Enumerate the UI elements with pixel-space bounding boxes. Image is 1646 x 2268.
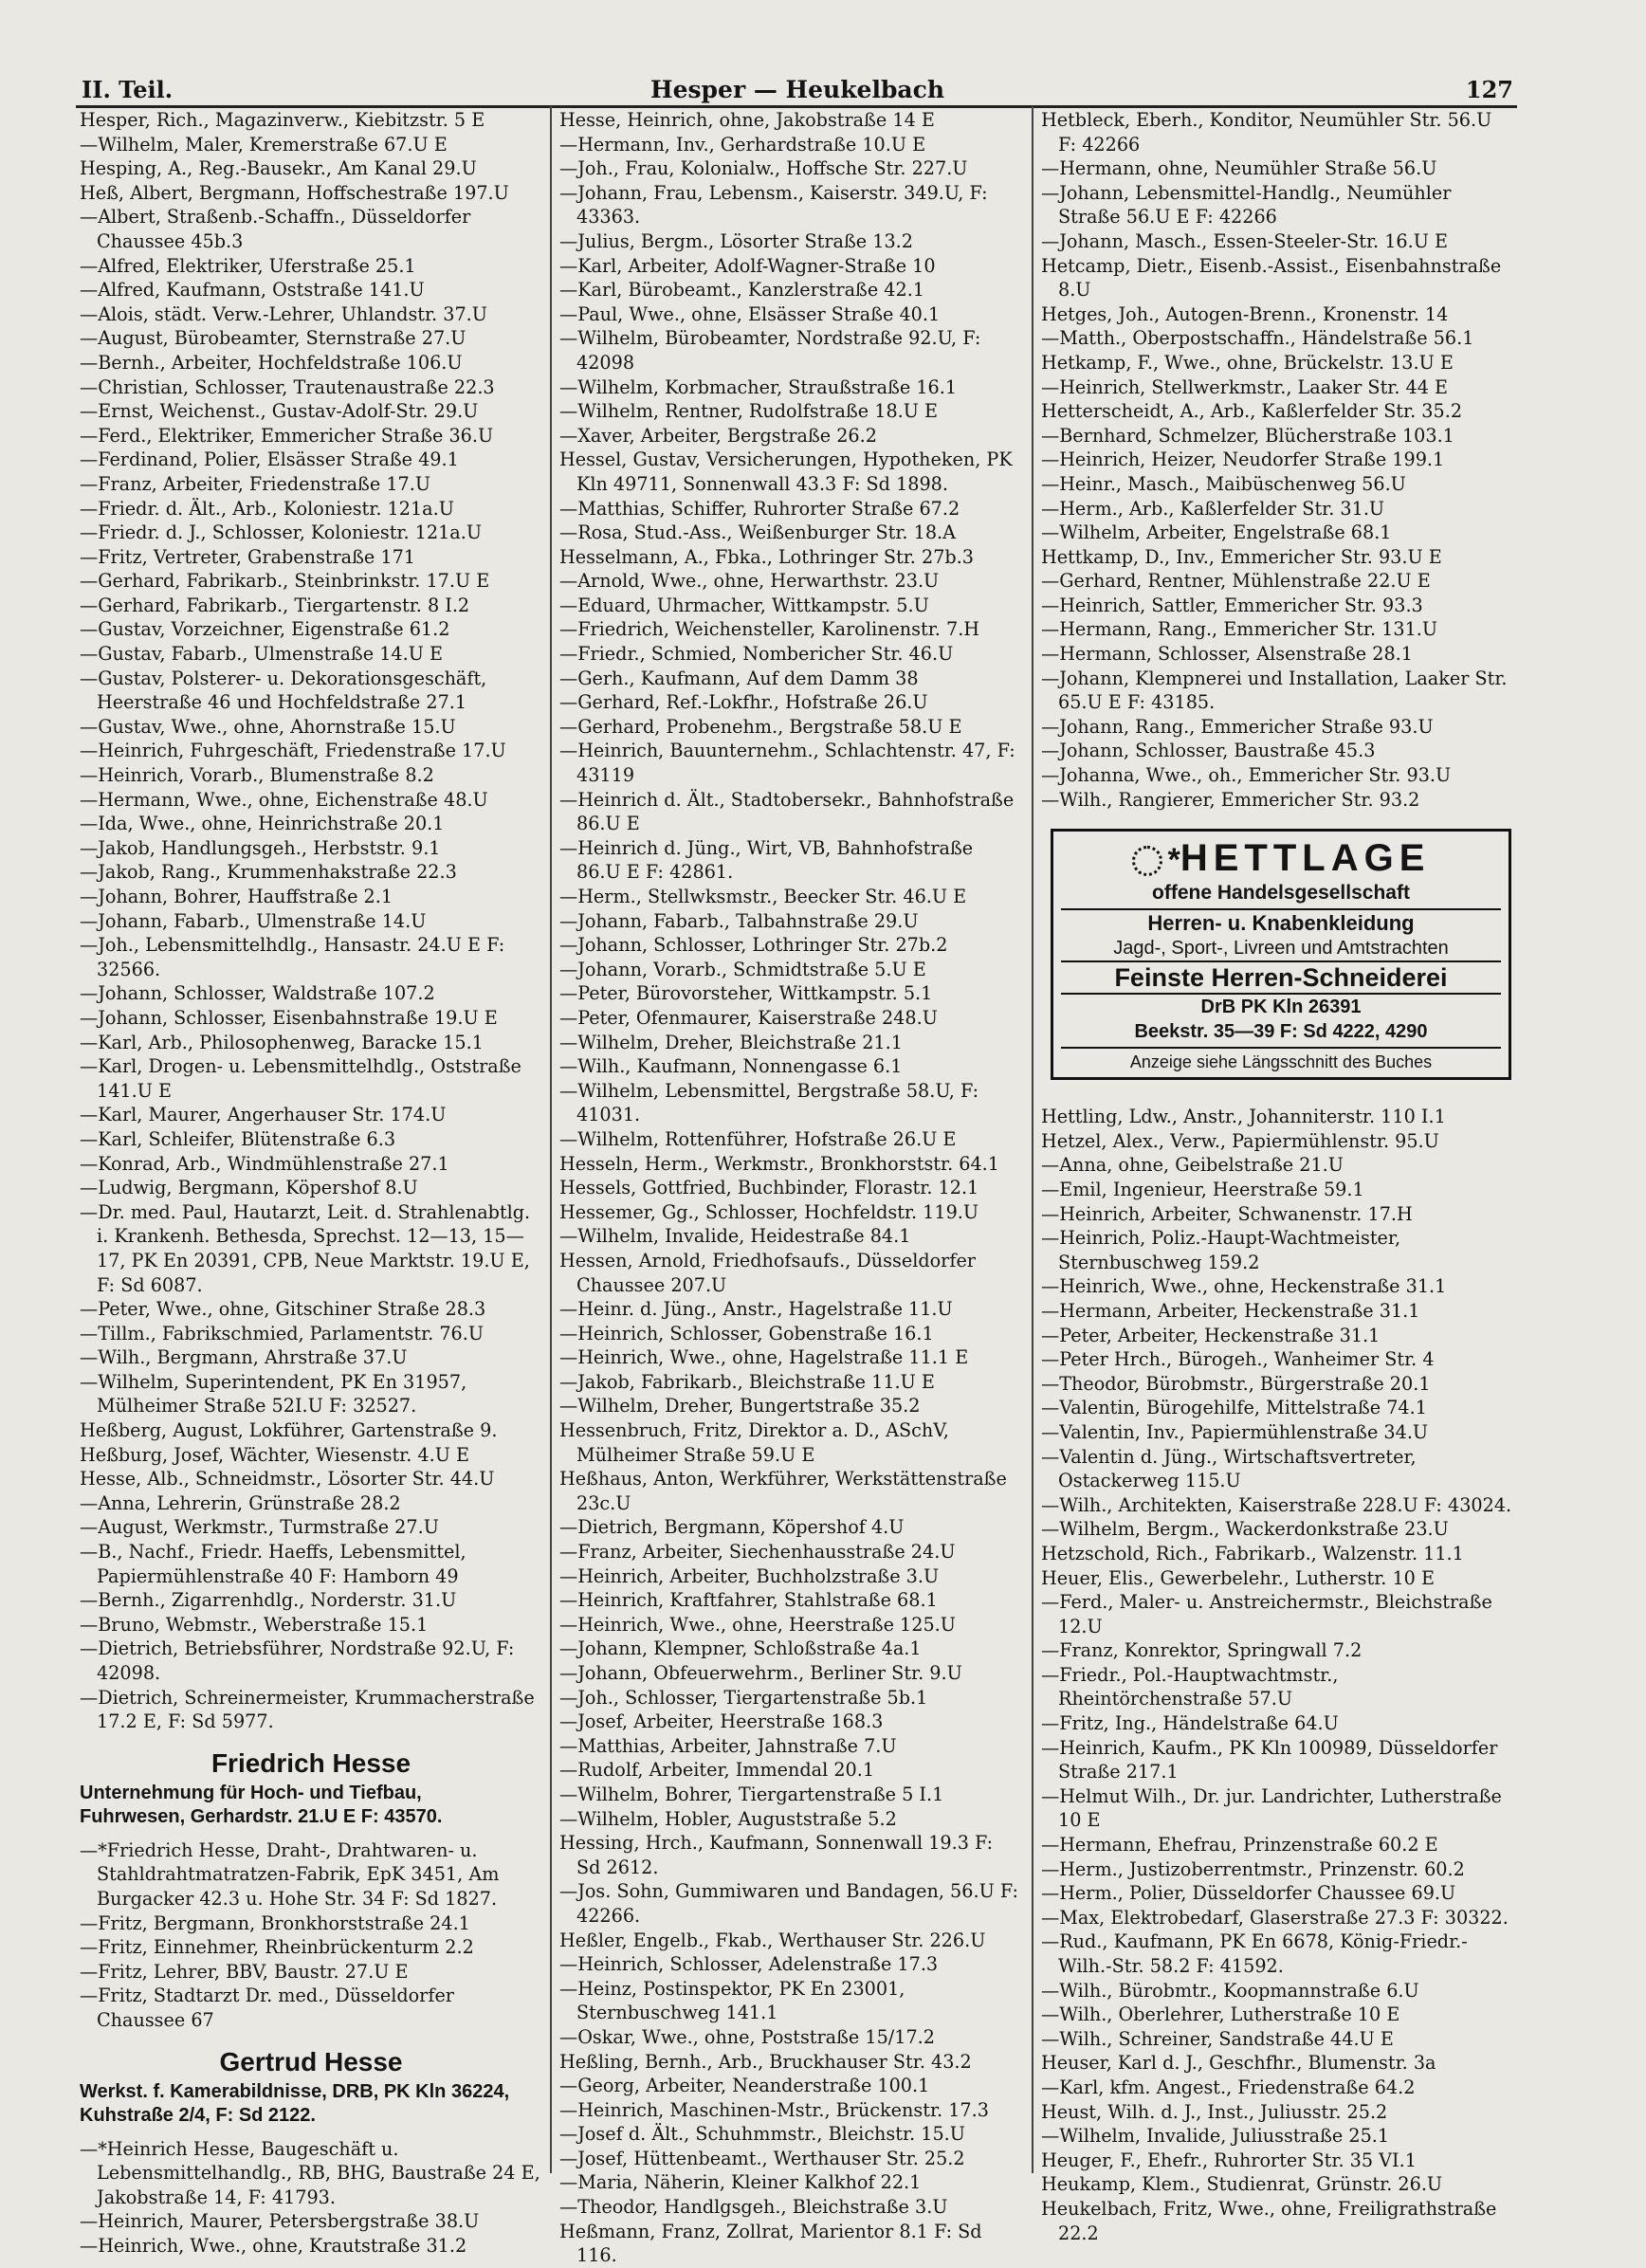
column-3 xyxy=(1041,108,1515,2244)
directory-entry: —August, Werkmstr., Turmstraße 27.U xyxy=(80,1516,439,1539)
directory-entry: Hetzel, Alex., Verw., Papiermühlenstr. 95.U xyxy=(1041,1129,1439,1152)
directory-entry: —Konrad, Arb., Windmühlenstraße 27.1 xyxy=(80,1152,449,1175)
directory-entry: —Wilhelm, Invalide, Heidestraße 84.1 xyxy=(559,1225,911,1248)
directory-entry: Hesse, Alb., Schneidmstr., Lösorter Str. 44.U xyxy=(80,1468,495,1491)
directory-entry: —Bernh., Zigarrenhdlg., Norderstr. 31.U xyxy=(80,1589,457,1612)
directory-entry: —Jakob, Fabrikarb., Bleichstraße 11.U E xyxy=(559,1370,935,1393)
directory-entry: —Wilh., Schreiner, Sandstraße 44.U E xyxy=(1041,2027,1394,2050)
directory-entry: —Friedr. d. J., Schlosser, Koloniestr. 121a.U xyxy=(80,521,482,544)
directory-entry: —Fritz, Bergmann, Bronkhorststraße 24.1 xyxy=(80,1911,470,1934)
directory-entry: —Franz, Arbeiter, Friedenstraße 17.U xyxy=(80,472,431,495)
directory-entry: —Heinrich, Bauunternehm., Schlachtenstr. 47, F: 43119 xyxy=(559,740,1015,787)
advert-line: Jagd-, Sport-, Livreen und Amtstrachten xyxy=(1113,938,1449,960)
entry-list xyxy=(80,1838,542,2033)
directory-entry: —Gerh., Kaufmann, Auf dem Damm 38 xyxy=(559,667,919,689)
advert-brand: *HETTLAGE xyxy=(1061,837,1501,881)
directory-entry: —Wilh., Bergmann, Ahrstraße 37.U xyxy=(80,1346,408,1369)
directory-entry: —Paul, Wwe., ohne, Elsässer Straße 40.1 xyxy=(559,302,941,325)
directory-entry: —Dietrich, Schreinermeister, Krummacherstraße 17.2 E, F: Sd 5977. xyxy=(80,1686,535,1733)
directory-entry: Hessel, Gustav, Versicherungen, Hypotheken, PK Kln 49711, Sonnenwall 43.3 F: Sd 1898. xyxy=(559,448,1013,495)
directory-entry: Hessemer, Gg., Schlosser, Hochfeldstr. 119.U xyxy=(559,1200,979,1223)
directory-entry: Hettkamp, D., Inv., Emmericher Str. 93.U E xyxy=(1041,545,1442,568)
entry-list xyxy=(80,108,542,1734)
directory-entry: —Heinrich, Stellwerkmstr., Laaker Str. 44 E xyxy=(1041,375,1449,398)
directory-entry: —Karl, Arb., Philosophenweg, Baracke 15.1 xyxy=(80,1031,484,1053)
directory-entry: —August, Bürobeamter, Sternstraße 27.U xyxy=(80,327,466,350)
directory-entry: —Xaver, Arbeiter, Bergstraße 26.2 xyxy=(559,424,877,447)
directory-entry: Heuer, Elis., Gewerbelehr., Lutherstr. 10 E xyxy=(1041,1566,1436,1589)
directory-entry: —Gerhard, Rentner, Mühlenstraße 22.U E xyxy=(1041,570,1431,593)
directory-entry: —Josef d. Ält., Schuhmmstr., Bleichstr. 15.U xyxy=(559,2123,965,2146)
directory-entry: —Herm., Arb., Kaßlerfelder Str. 31.U xyxy=(1041,497,1385,520)
directory-entry: Hettling, Ldw., Anstr., Johanniterstr. 110 I.1 xyxy=(1041,1106,1446,1128)
directory-entry: —Jakob, Rang., Krummenhakstraße 22.3 xyxy=(80,861,457,884)
directory-entry: —Heinrich, Poliz.-Haupt-Wachtmeister, Sternbuschweg 159.2 xyxy=(1041,1227,1401,1273)
directory-entry: Hesse, Heinrich, ohne, Jakobstraße 14 E xyxy=(559,109,935,131)
directory-entry: —Wilhelm, Rentner, Rudolfstraße 18.U E xyxy=(559,400,939,423)
directory-entry: —Valentin, Inv., Papiermühlenstraße 34.U xyxy=(1041,1420,1429,1443)
directory-entry: —Anna, ohne, Geibelstraße 21.U xyxy=(1041,1154,1344,1177)
directory-entry: Hetkamp, F., Wwe., ohne, Brückelstr. 13.U E xyxy=(1041,351,1454,374)
directory-entry: —Johann, Schlosser, Waldstraße 107.2 xyxy=(80,982,435,1005)
directory-entry: —Valentin d. Jüng., Wirtschaftsvertreter, Ostackerweg 115.U xyxy=(1041,1445,1417,1492)
directory-entry: —Heinrich, Schlosser, Gobenstraße 16.1 xyxy=(559,1322,934,1344)
directory-entry: —Wilhelm, Lebensmittel, Bergstraße 58.U, F: 41031. xyxy=(559,1079,979,1126)
directory-entry: —Johann, Schlosser, Lothringer Str. 27b.2 xyxy=(559,934,948,957)
directory-entry: —Tillm., Fabrikschmied, Parlamentstr. 76.U xyxy=(80,1322,485,1344)
directory-entry: —Wilhelm, Invalide, Juliusstraße 25.1 xyxy=(1041,2125,1390,2148)
directory-entry: Hetterscheidt, A., Arb., Kaßlerfelder Str. 35.2 xyxy=(1041,400,1463,423)
directory-entry: Hetzschold, Rich., Fabrikarb., Walzenstr. 11.1 xyxy=(1041,1542,1464,1564)
directory-entry: —Dietrich, Bergmann, Köpershof 4.U xyxy=(559,1516,905,1539)
section-label: II. Teil. xyxy=(82,76,174,103)
directory-entry: —Gustav, Fabarb., Ulmenstraße 14.U E xyxy=(80,643,443,666)
directory-entry: —Hermann, Rang., Emmericher Str. 131.U xyxy=(1041,618,1438,641)
entry-list xyxy=(80,2137,542,2259)
directory-entry: —Johann, Fabarb., Ulmenstraße 14.U xyxy=(80,909,427,932)
directory-entry: —Friedr. d. Ält., Arb., Koloniestr. 121a.U xyxy=(80,497,454,520)
directory-entry: —Hermann, Arbeiter, Heckenstraße 31.1 xyxy=(1041,1299,1420,1322)
directory-entry: —Wilhelm, Dreher, Bungertstraße 35.2 xyxy=(559,1395,921,1418)
directory-entry: —Gustav, Polsterer- u. Dekorationsgeschäft, Heerstraße 46 und Hochfeldstraße 27.1 xyxy=(80,667,487,714)
advert-title: Gertrud Hesse xyxy=(219,2046,403,2076)
directory-entry: —Matth., Oberpostschaffn., Händelstraße 56.1 xyxy=(1041,327,1474,350)
directory-entry: —Theodor, Bürobmstr., Bürgerstraße 20.1 xyxy=(1041,1372,1431,1395)
directory-entry: —Ferd., Elektriker, Emmericher Straße 36.U xyxy=(80,424,494,447)
directory-entry: Hesping, A., Reg.-Bausekr., Am Kanal 29.U xyxy=(80,157,477,180)
directory-entry: —Bernh., Arbeiter, Hochfeldstraße 106.U xyxy=(80,351,463,374)
directory-entry: —Karl, Arbeiter, Adolf-Wagner-Straße 10 xyxy=(559,254,936,277)
directory-entry: —Karl, Bürobeamt., Kanzlerstraße 42.1 xyxy=(559,279,924,302)
directory-entry: —Alfred, Kaufmann, Oststraße 141.U xyxy=(80,279,425,302)
advert-line: offene Handelsgesellschaft xyxy=(1061,881,1501,910)
directory-entry: —Matthias, Schiffer, Ruhrorter Straße 67.2 xyxy=(559,497,960,520)
directory-entry: Heßler, Engelb., Fkab., Werthauser Str. 226.U xyxy=(559,1929,986,1951)
directory-entry: —Heinrich, Wwe., ohne, Heckenstraße 31.1 xyxy=(1041,1275,1447,1298)
directory-entry: —Wilh., Oberlehrer, Lutherstraße 10 E xyxy=(1041,2003,1400,2026)
directory-entry: —Helmut Wilh., Dr. jur. Landrichter, Lutherstraße 10 E xyxy=(1041,1784,1502,1832)
page-title: Hesper — Heukelbach xyxy=(649,76,945,103)
directory-entry: —Arnold, Wwe., ohne, Herwarthstr. 23.U xyxy=(559,570,940,593)
directory-entry: —Joh., Frau, Kolonialw., Hoffsche Str. 227.U xyxy=(559,157,968,180)
directory-entry: —Heinrich d. Jüng., Wirt, VB, Bahnhofstraße 86.U E F: 42861. xyxy=(559,836,974,884)
directory-entry: —Wilhelm, Korbmacher, Straußstraße 16.1 xyxy=(559,375,958,398)
directory-entry: Heß, Albert, Bergmann, Hoffschestraße 197.U xyxy=(80,181,509,204)
directory-entry: —Oskar, Wwe., ohne, Poststraße 15/17.2 xyxy=(559,2025,935,2048)
directory-entry: —Johann, Obfeuerwehrm., Berliner Str. 9.U xyxy=(559,1662,962,1684)
directory-entry: —Heinr., Masch., Maibüschenweg 56.U xyxy=(1041,472,1406,495)
directory-entry: —Gerhard, Fabrikarb., Tiergartenstr. 8 I.2 xyxy=(80,594,470,616)
directory-entry: —Max, Elektrobedarf, Glaserstraße 27.3 F: 30322. xyxy=(1041,1906,1509,1929)
directory-entry: —Hermann, ohne, Neumühler Straße 56.U xyxy=(1041,157,1437,180)
directory-entry: —Johann, Klempnerei und Installation, Laaker Str. 65.U E F: 43185. xyxy=(1041,667,1508,714)
directory-entry: —Hermann, Ehefrau, Prinzenstraße 60.2 E xyxy=(1041,1834,1438,1856)
directory-entry: —Franz, Konrektor, Springwall 7.2 xyxy=(1041,1639,1363,1662)
directory-entry: —Ferd., Maler- u. Anstreichermstr., Bleichstraße 12.U xyxy=(1041,1591,1492,1637)
advert-line: Fuhrwesen, Gerhardstr. 21.U E F: 43570. xyxy=(80,1805,443,1827)
advert-line: Feinste Herren-Schneiderei xyxy=(1061,960,1501,995)
directory-entry: —Josef, Hüttenbeamt., Werthauser Str. 25.2 xyxy=(559,2147,965,2169)
directory-entry: —Rosa, Stud.-Ass., Weißenburger Str. 18.A xyxy=(559,521,956,544)
directory-entry: —Heinrich, Schlosser, Adelenstraße 17.3 xyxy=(559,1953,939,1976)
directory-entry: Hessen, Arnold, Friedhofsaufs., Düsseldorfer Chaussee 207.U xyxy=(559,1249,976,1296)
directory-entry: —Gerhard, Probenehm., Bergstraße 58.U E xyxy=(559,715,962,738)
directory-entry: —Johann, Schlosser, Baustraße 45.3 xyxy=(1041,740,1376,762)
directory-entry: —Johann, Klempner, Schloßstraße 4a.1 xyxy=(559,1637,922,1660)
directory-entry: —Alfred, Elektriker, Uferstraße 25.1 xyxy=(80,254,416,277)
directory-entry: —Peter, Arbeiter, Heckenstraße 31.1 xyxy=(1041,1324,1381,1346)
directory-entry: —Peter Hrch., Bürogeh., Wanheimer Str. 4 xyxy=(1041,1348,1435,1371)
advert-line: Herren- u. Knabenkleidung xyxy=(1147,911,1415,936)
directory-entry: Hessenbruch, Fritz, Direktor a. D., ASchV, Mülheimer Straße 59.U E xyxy=(559,1419,949,1466)
directory-entry: —Wilh., Rangierer, Emmericher Str. 93.2 xyxy=(1041,788,1420,811)
directory-entry: —Bruno, Webmstr., Weberstraße 15.1 xyxy=(80,1613,429,1636)
directory-entry: —Wilhelm, Bergm., Wackerdonkstraße 23.U xyxy=(1041,1518,1449,1541)
directory-entry: Heukamp, Klem., Studienrat, Grünstr. 26.U xyxy=(1041,2173,1443,2196)
advert-line: Werkst. f. Kamerabildnisse, DRB, PK Kln 36224, Kuhstraße 2/4, F: Sd 2122. xyxy=(80,2080,510,2126)
column-divider xyxy=(1032,106,1033,2173)
directory-entry: Heßberg, August, Lokführer, Gartenstraße 9. xyxy=(80,1419,498,1442)
column-2 xyxy=(559,108,1022,2267)
directory-entry: —Fritz, Vertreter, Grabenstraße 171 xyxy=(80,545,416,568)
directory-entry: —Heinrich, Wwe., ohne, Heerstraße 125.U xyxy=(559,1613,956,1636)
directory-entry: —Johann, Vorarb., Schmidtstraße 5.U E xyxy=(559,958,926,980)
directory-entry: —Heinrich, Sattler, Emmericher Str. 93.3 xyxy=(1041,594,1423,616)
column-1 xyxy=(80,108,542,2257)
directory-entry: Hetges, Joh., Autogen-Brenn., Kronenstr. 14 xyxy=(1041,302,1449,325)
directory-entry: —Gerhard, Fabrikarb., Steinbrinkstr. 17.U E xyxy=(80,570,490,593)
directory-entry: —Bernhard, Schmelzer, Blücherstraße 103.1 xyxy=(1041,424,1454,447)
directory-entry: —Alois, städt. Verw.-Lehrer, Uhlandstr. 37.U xyxy=(80,302,487,325)
directory-entry: Heßmann, Franz, Zollrat, Marientor 8.1 F: Sd 116. xyxy=(559,2220,982,2267)
directory-entry: —Heinrich, Maurer, Petersbergstraße 38.U xyxy=(80,2210,480,2233)
directory-entry: —Heinrich, Fuhrgeschäft, Friedenstraße 17.U xyxy=(80,740,506,762)
directory-entry: —Wilh., Architekten, Kaiserstraße 228.U F: 43024. xyxy=(1041,1493,1512,1516)
entry-list xyxy=(1041,108,1515,812)
directory-entry: Heßburg, Josef, Wächter, Wiesenstr. 4.U E xyxy=(80,1443,470,1466)
directory-entry: Hessing, Hrch., Kaufmann, Sonnenwall 19.3 F: Sd 2612. xyxy=(559,1832,994,1878)
entry-list xyxy=(1041,1105,1515,2245)
directory-entry: —Wilhelm, Maler, Kremerstraße 67.U E xyxy=(80,133,448,155)
directory-entry: —Ludwig, Bergmann, Köpershof 8.U xyxy=(80,1177,418,1199)
directory-entry: —Wilh., Kaufmann, Nonnengasse 6.1 xyxy=(559,1055,903,1078)
directory-entry: —Karl, Schleifer, Blütenstraße 6.3 xyxy=(80,1127,396,1150)
directory-entry: Heuser, Karl d. J., Geschfhr., Blumenstr. 3a xyxy=(1041,2052,1436,2075)
directory-entry: —Heinr. d. Jüng., Anstr., Hagelstraße 11.U xyxy=(559,1298,953,1321)
directory-entry: —B., Nachf., Friedr. Haeffs, Lebensmittel, Papiermühlenstraße 40 F: Hamborn 49 xyxy=(80,1541,466,1587)
directory-entry: —Ernst, Weichenst., Gustav-Adolf-Str. 29.U xyxy=(80,400,479,423)
directory-entry: —Josef, Arbeiter, Heerstraße 168.3 xyxy=(559,1710,884,1733)
directory-entry: —Heinrich, Kraftfahrer, Stahlstraße 68.1 xyxy=(559,1589,938,1612)
directory-entry: —Joh., Schlosser, Tiergartenstraße 5b.1 xyxy=(559,1686,928,1709)
directory-entry: —Karl, kfm. Angest., Friedenstraße 64.2 xyxy=(1041,2076,1416,2098)
directory-entry: —Johann, Frau, Lebensm., Kaiserstr. 349.U, F: 43363. xyxy=(559,181,988,229)
directory-entry: —Franz, Arbeiter, Siechenhausstraße 24.U xyxy=(559,1541,956,1564)
directory-entry: Hesseln, Herm., Werkmstr., Bronkhorststr. 64.1 xyxy=(559,1152,999,1175)
directory-entry: —*Heinrich Hesse, Baugeschäft u. Lebensmittelhandlg., RB, BHG, Baustraße 24 E, Jakobstraße 14, F: 41793. xyxy=(80,2137,540,2208)
directory-entry: —Heinrich, Maschinen-Mstr., Brückenstr. 17.3 xyxy=(559,2098,989,2121)
directory-entry: —Karl, Drogen- u. Lebensmittelhdlg., Oststraße 141.U E xyxy=(80,1055,521,1102)
directory-entry: —Ida, Wwe., ohne, Heinrichstraße 20.1 xyxy=(80,813,445,835)
directory-entry: —Johanna, Wwe., oh., Emmericher Str. 93.U xyxy=(1041,764,1452,787)
directory-entry: —Jakob, Handlungsgeh., Herbststr. 9.1 xyxy=(80,836,441,859)
directory-entry: —Friedr., Pol.-Hauptwachtmstr., Rheintörchenstraße 57.U xyxy=(1041,1663,1339,1710)
directory-entry: —Heinrich, Arbeiter, Schwanenstr. 17.H xyxy=(1041,1202,1413,1225)
directory-entry: —Fritz, Einnehmer, Rheinbrückenturm 2.2 xyxy=(80,1936,474,1959)
advert-gertrud-hesse xyxy=(80,2046,542,2128)
page-number: 127 xyxy=(1465,76,1513,103)
directory-entry: —Johann, Masch., Essen-Steeler-Str. 16.U E xyxy=(1041,229,1448,252)
directory-entry: —Heinrich, Kaufm., PK Kln 100989, Düsseldorfer Straße 217.1 xyxy=(1041,1736,1498,1783)
directory-entry: —Gerhard, Ref.-Lokfhr., Hofstraße 26.U xyxy=(559,691,928,714)
directory-entry: —Johann, Schlosser, Eisenbahnstraße 19.U E xyxy=(80,1006,498,1029)
directory-entry: —Gustav, Wwe., ohne, Ahornstraße 15.U xyxy=(80,715,456,738)
advert-line: Unternehmung für Hoch- und Tiefbau, xyxy=(80,1782,422,1803)
directory-entry: —Johann, Rang., Emmericher Straße 93.U xyxy=(1041,715,1434,738)
advert-line: DrB PK Kln 26391 xyxy=(1200,997,1362,1018)
directory-entry: —Dr. med. Paul, Hautarzt, Leit. d. Strahlenabtlg. i. Krankenh. Bethesda, Sprechst. 12—13, 15—17, PK En 20391, CPB, Neue Marktstr. 19.U E, F: Sd 6087. xyxy=(80,1200,531,1296)
directory-entry: —Wilhelm, Hobler, Auguststraße 5.2 xyxy=(559,1807,897,1830)
directory-entry: —Herm., Stellwksmstr., Beecker Str. 46.U E xyxy=(559,886,967,907)
hettlage-advert xyxy=(1051,829,1511,1080)
directory-entry: Hessels, Gottfried, Buchbinder, Florastr. 12.1 xyxy=(559,1177,979,1199)
directory-entry: —Julius, Bergm., Lösorter Straße 13.2 xyxy=(559,229,913,252)
directory-entry: Hesper, Rich., Magazinverw., Kiebitzstr. 5 E xyxy=(80,109,485,131)
directory-entry: —Anna, Lehrerin, Grünstraße 28.2 xyxy=(80,1491,401,1514)
directory-entry: —Johann, Lebensmittel-Handlg., Neumühler Straße 56.U E F: 42266 xyxy=(1041,181,1452,229)
directory-entry: —Hermann, Schlosser, Alsenstraße 28.1 xyxy=(1041,643,1413,666)
directory-entry: —Dietrich, Betriebsführer, Nordstraße 92.U, F: 42098. xyxy=(80,1637,515,1684)
directory-entry: —Peter, Ofenmaurer, Kaiserstraße 248.U xyxy=(559,1006,938,1029)
directory-entry: —Rud., Kaufmann, PK En 6678, König-Friedr.-Wilh.-Str. 58.2 F: 41592. xyxy=(1041,1930,1468,1977)
directory-entry: —Heinz, Postinspektor, PK En 23001, Sternbuschweg 141.1 xyxy=(559,1977,905,2024)
directory-entry: —Peter, Bürovorsteher, Wittkampstr. 5.1 xyxy=(559,982,933,1005)
advert-line: Beekstr. 35—39 F: Sd 4222, 4290 xyxy=(1134,1021,1428,1043)
directory-entry: —Valentin, Bürogehilfe, Mittelstraße 74.1 xyxy=(1041,1397,1427,1419)
directory-entry: —Theodor, Handlgsgeh., Bleichstraße 3.U xyxy=(559,2196,948,2219)
directory-entry: —Hermann, Inv., Gerhardstraße 10.U E xyxy=(559,133,926,155)
directory-entry: —Wilhelm, Superintendent, PK En 31957, Mülheimer Straße 52I.U F: 32527. xyxy=(80,1370,467,1418)
directory-entry: —Joh., Lebensmittelhdlg., Hansastr. 24.U E F: 32566. xyxy=(80,934,505,980)
entry-list xyxy=(559,108,1022,2268)
directory-entry: —Wilhelm, Arbeiter, Engelstraße 68.1 xyxy=(1041,521,1392,544)
directory-entry: Heust, Wilh. d. J., Inst., Juliusstr. 25.2 xyxy=(1041,2100,1388,2123)
directory-entry: —Fritz, Ing., Händelstraße 64.U xyxy=(1041,1712,1339,1735)
directory-entry: —Emil, Ingenieur, Heerstraße 59.1 xyxy=(1041,1179,1364,1200)
column-divider xyxy=(550,106,552,2173)
directory-entry: Heßling, Bernh., Arb., Bruckhauser Str. 43.2 xyxy=(559,2050,972,2073)
directory-entry: —Wilhelm, Bürobeamter, Nordstraße 92.U, F: 42098 xyxy=(559,327,981,374)
directory-entry: —Friedrich, Weichensteller, Karolinenstr. 7.H xyxy=(559,618,980,641)
advert-line: Anzeige siehe Längsschnitt des Buches xyxy=(1061,1047,1501,1073)
directory-entry: —Wilhelm, Bohrer, Tiergartenstraße 5 I.1 xyxy=(559,1783,944,1805)
directory-entry: —Heinrich, Wwe., ohne, Krautstraße 31.2 xyxy=(80,2234,467,2257)
directory-entry: Heßhaus, Anton, Werkführer, Werkstättenstraße 23c.U xyxy=(559,1468,1007,1514)
directory-entry: —Gustav, Vorzeichner, Eigenstraße 61.2 xyxy=(80,618,450,641)
directory-entry: Heuger, F., Ehefr., Ruhrorter Str. 35 VI.1 xyxy=(1041,2149,1417,2171)
directory-entry: Hetbleck, Eberh., Konditor, Neumühler Str. 56.U F: 42266 xyxy=(1041,109,1492,155)
directory-entry: —Eduard, Uhrmacher, Wittkampstr. 5.U xyxy=(559,594,929,616)
directory-entry: —Rudolf, Arbeiter, Immendal 20.1 xyxy=(559,1759,875,1782)
directory-entry: —Wilh., Bürobmtr., Koopmannstraße 6.U xyxy=(1041,1979,1419,2002)
directory-entry: —Jos. Sohn, Gummiwaren und Bandagen, 56.U F: 42266. xyxy=(559,1880,1018,1927)
directory-entry: Hesselmann, A., Fbka., Lothringer Str. 27b.3 xyxy=(559,545,974,568)
directory-entry: —Wilhelm, Rottenführer, Hofstraße 26.U E xyxy=(559,1127,957,1150)
directory-entry: —Johann, Fabarb., Talbahnstraße 29.U xyxy=(559,909,919,932)
directory-entry: —*Friedrich Hesse, Draht-, Drahtwaren- u. Stahldrahtmatratzen-Fabrik, EpK 3451, Am Burgacker 42.3 u. Hohe Str. 34 F: Sd 1827. xyxy=(80,1838,500,1910)
advert-friedrich-hesse xyxy=(80,1747,542,1829)
directory-entry: —Wilhelm, Dreher, Bleichstraße 21.1 xyxy=(559,1031,903,1053)
directory-entry: —Christian, Schlosser, Trautenaustraße 22.3 xyxy=(80,375,495,398)
directory-entry: —Peter, Wwe., ohne, Gitschiner Straße 28.3 xyxy=(80,1298,486,1321)
directory-entry: —Fritz, Lehrer, BBV, Baustr. 27.U E xyxy=(80,1960,409,1983)
directory-entry: Heukelbach, Fritz, Wwe., ohne, Freiligrathstraße 22.2 xyxy=(1041,2197,1497,2244)
directory-entry: —Albert, Straßenb.-Schaffn., Düsseldorfer Chaussee 45b.3 xyxy=(80,206,471,252)
directory-entry: —Heinrich, Wwe., ohne, Hagelstraße 11.1 E xyxy=(559,1346,969,1369)
directory-entry: —Heinrich, Arbeiter, Buchholzstraße 3.U xyxy=(559,1564,940,1587)
directory-entry: —Heinrich, Vorarb., Blumenstraße 8.2 xyxy=(80,764,434,787)
sun-logo-icon xyxy=(1132,846,1162,876)
directory-entry: —Fritz, Stadtarzt Dr. med., Düsseldorfer Chaussee 67 xyxy=(80,1984,454,2031)
directory-entry: —Karl, Maurer, Angerhauser Str. 174.U xyxy=(80,1104,447,1126)
directory-entry: —Ferdinand, Polier, Elsässer Straße 49.1 xyxy=(80,448,459,471)
directory-entry: —Matthias, Arbeiter, Jahnstraße 7.U xyxy=(559,1734,897,1757)
directory-entry: —Hermann, Wwe., ohne, Eichenstraße 48.U xyxy=(80,788,488,811)
directory-entry: —Friedr., Schmied, Nombericher Str. 46.U xyxy=(559,643,954,666)
directory-entry: —Maria, Näherin, Kleiner Kalkhof 22.1 xyxy=(559,2171,922,2194)
advert-title: Friedrich Hesse xyxy=(210,1747,412,1778)
directory-entry: —Johann, Bohrer, Hauffstraße 2.1 xyxy=(80,886,393,907)
directory-entry: —Heinrich d. Ält., Stadtobersekr., Bahnhofstraße 86.U E xyxy=(559,788,1015,835)
directory-entry: —Georg, Arbeiter, Neanderstraße 100.1 xyxy=(559,2075,930,2097)
directory-entry: —Herm., Polier, Düsseldorfer Chaussee 69.U xyxy=(1041,1882,1456,1905)
directory-entry: —Heinrich, Heizer, Neudorfer Straße 199.1 xyxy=(1041,448,1445,471)
directory-entry: Hetcamp, Dietr., Eisenb.-Assist., Eisenbahnstraße 8.U xyxy=(1041,254,1502,302)
directory-entry: —Herm., Justizoberrentmstr., Prinzenstr. 60.2 xyxy=(1041,1857,1465,1880)
